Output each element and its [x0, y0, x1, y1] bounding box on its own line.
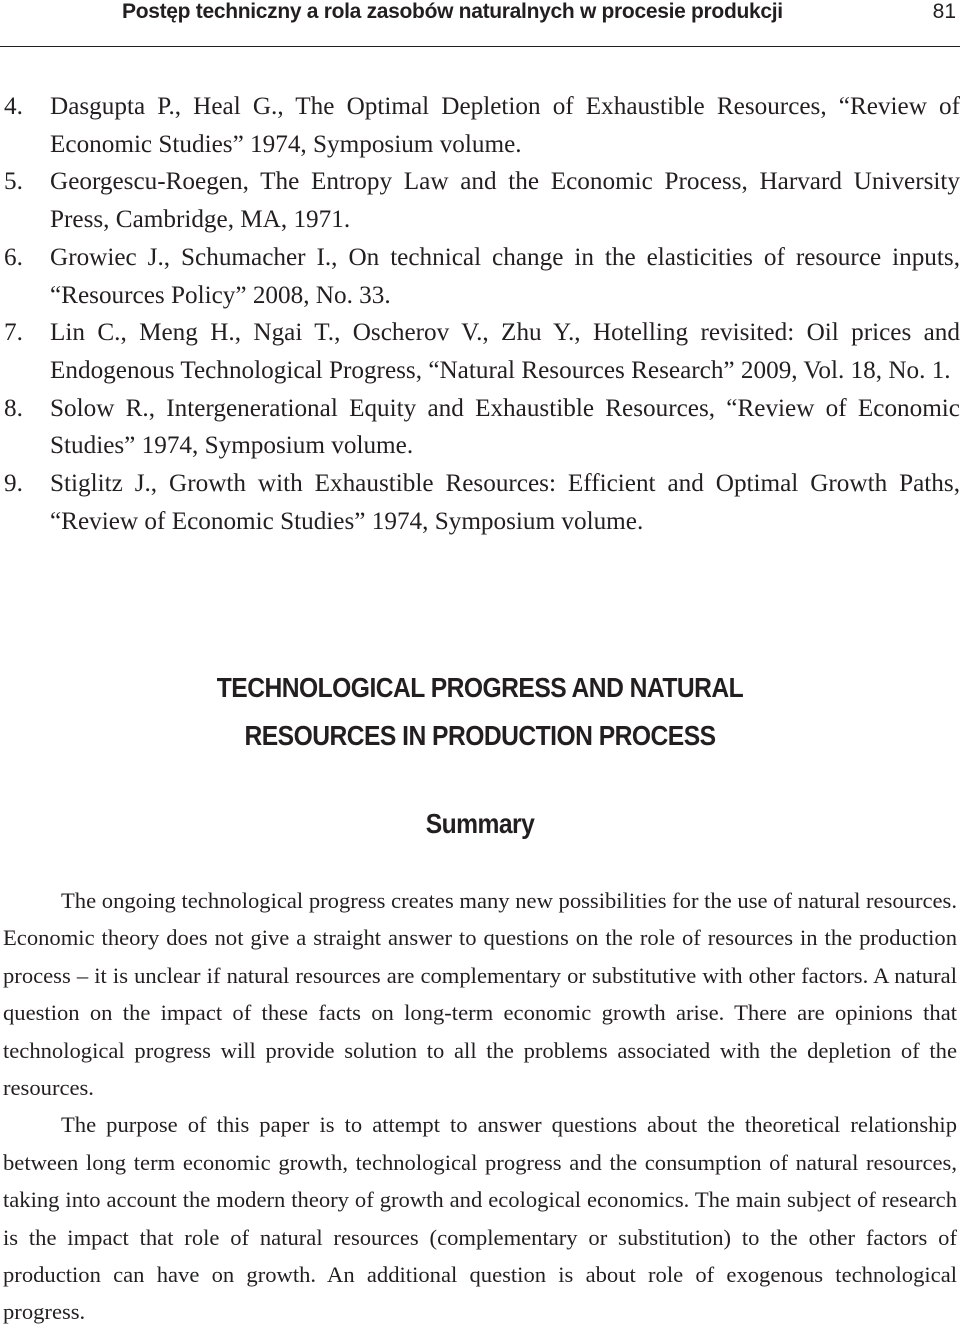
summary-paragraph: The ongoing technological progress creates many new possibilities for the use of natural resources. Economic theory does not give a straight answer to questions on the role of resources in the production process – it is unclear if natural resources are complementary or substitutive with other factors. A natural question on the impact of these facts on long-term economic growth arise. There are opinions that technological progress will provide solution to all the problems associated with the depletion of the resources. [3, 888, 957, 1101]
reference-item [0, 239, 960, 314]
reference-text: Stiglitz J., Growth with Exhaustible Resources: Efficient and Optimal Growth Paths, “Review of Economic Studies” 1974, Symposium volume. [50, 470, 960, 535]
reference-text: Georgescu-Roegen, The Entropy Law and the Economic Process, Harvard University Press, Cambridge, MA, 1971. [50, 168, 960, 234]
reference-item [0, 465, 960, 540]
reference-item [0, 163, 960, 238]
reference-item [0, 88, 960, 163]
reference-number: 7. [4, 319, 23, 347]
summary-paragraph: The purpose of this paper is to attempt to answer questions about the theoretical relationship between long term economic growth, technological progress and the consumption of natural resources, taking into account the modern theory of growth and ecological economics. The main subject of research is the impact that role of natural resources (complementary or substitution) to the other factors of production can have on growth. An additional question is about role of exogenous technological progress. [3, 1112, 957, 1325]
reference-text: Solow R., Intergenerational Equity and Exhaustible Resources, “Review of Economic Studies” 1974, Symposium volume. [50, 394, 960, 460]
section-title [58, 664, 903, 760]
reference-list [0, 88, 960, 540]
reference-number: 9. [4, 470, 23, 498]
page-number: 81 [932, 0, 956, 23]
reference-number: 8. [4, 394, 23, 422]
running-header [0, 0, 960, 47]
reference-number: 5. [4, 168, 23, 196]
running-title: Postęp techniczny a rola zasobów naturalnych w procesie produkcji [122, 0, 783, 23]
summary-heading: Summary [425, 808, 535, 839]
reference-number: 6. [4, 243, 23, 271]
section-title-line-2: RESOURCES IN PRODUCTION PROCESS [244, 720, 716, 751]
summary-body [3, 882, 957, 1331]
reference-item [0, 390, 960, 465]
reference-item [0, 314, 960, 389]
section-title-line-1: TECHNOLOGICAL PROGRESS AND NATURAL [216, 672, 744, 703]
reference-text: Lin C., Meng H., Ngai T., Oscherov V., Zhu Y., Hotelling revisited: Oil prices and Endogenous Technological Progress, “Natural Resources Research” 2009, Vol. 18, No. 1. [50, 319, 960, 384]
reference-text: Growiec J., Schumacher I., On technical change in the elasticities of resource inputs, “Resources Policy” 2008, No. 33. [50, 243, 960, 309]
reference-text: Dasgupta P., Heal G., The Optimal Depletion of Exhaustible Resources, “Review of Economic Studies” 1974, Symposium volume. [50, 93, 960, 158]
reference-number: 4. [4, 93, 23, 120]
